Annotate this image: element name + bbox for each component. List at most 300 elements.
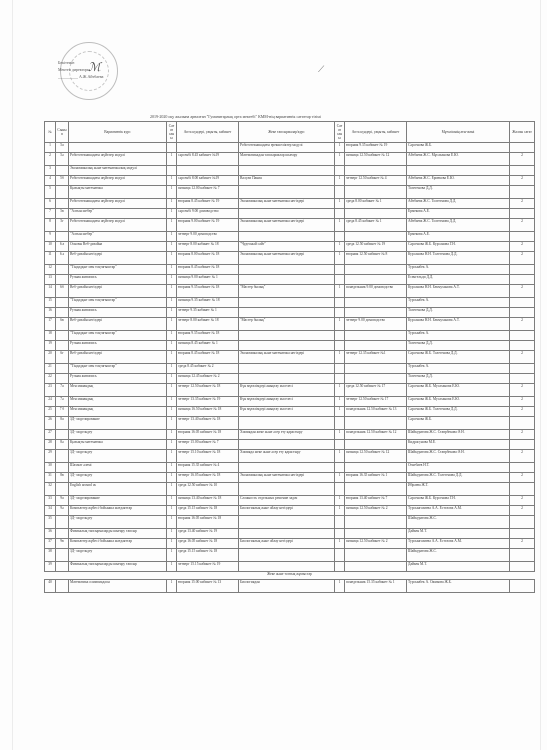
total-cell	[510, 275, 535, 285]
table-row	[45, 285, 535, 298]
class-cell: 6г	[56, 351, 69, 364]
hours-cell: 1	[167, 364, 177, 374]
hours-cell: 1	[167, 351, 177, 364]
hours2-cell	[335, 209, 345, 219]
hours2-cell: 1	[335, 199, 345, 209]
hours-cell: 1	[167, 265, 177, 275]
time2-cell	[345, 417, 407, 430]
teacher-cell: Шайкуратова Ж.С.	[407, 516, 510, 529]
class-cell	[56, 529, 69, 539]
teacher-cell: Турсынбек А. Ожикова Ж.Б.	[407, 580, 510, 593]
col-header: Жеке тапсырмалар/курс	[239, 122, 335, 143]
teacher-cell: Дайкен М.Т.	[407, 562, 510, 572]
col-header: Сынып	[56, 122, 69, 143]
class-cell	[56, 298, 69, 308]
teacher-cell: Ибраева Ж.Т.	[407, 483, 510, 496]
hours2-cell: 1	[335, 318, 345, 331]
hours-cell: 1	[167, 153, 177, 166]
table-row	[45, 364, 535, 374]
class-cell	[56, 166, 69, 176]
schedule-table	[44, 121, 535, 593]
table-row	[45, 166, 535, 176]
teacher-cell: Ермекова А.Е.	[407, 209, 510, 219]
total-cell: 2	[510, 242, 535, 252]
individual-course-cell	[239, 440, 335, 450]
time-cell: четверг 12.50 кабинет № 18	[177, 384, 239, 397]
hours-cell: 1	[167, 275, 177, 285]
individual-course-cell: Валули Пания	[239, 176, 335, 186]
time2-cell	[345, 529, 407, 539]
individual-course-cell: Химияда жеке жəне әсер ету қарастыру	[239, 450, 335, 463]
class-cell: 5ә	[56, 153, 69, 166]
teacher-cell: Турсынбек А.	[407, 298, 510, 308]
hours-cell: 1	[167, 473, 177, 483]
teacher-cell: Шайкуратова Ж.С. Ставрбекова Ә.Н.	[407, 430, 510, 440]
time-cell	[177, 143, 239, 153]
hours2-cell: 1	[335, 351, 345, 364]
course-cell: Веб-дизайн негіздері	[69, 285, 167, 298]
time2-cell	[345, 298, 407, 308]
table-row	[45, 417, 535, 430]
row-number: 25	[45, 407, 56, 417]
course-cell: 3Д- модельдеу	[69, 450, 167, 463]
time-cell: вторник 9.00 кабинет № 19	[177, 219, 239, 232]
hours-cell: 1	[167, 580, 177, 593]
time2-cell	[345, 186, 407, 199]
table-row	[45, 275, 535, 285]
table-row	[45, 252, 535, 265]
col-header: №	[45, 122, 56, 143]
hours2-cell	[335, 275, 345, 285]
hours2-cell	[335, 166, 345, 176]
hours2-cell	[335, 463, 345, 473]
time-cell	[177, 166, 239, 176]
course-cell: Веб-дизайн негіздері	[69, 351, 167, 364]
class-cell	[56, 562, 69, 572]
teacher-cell: Шайкуратова Ж.С. Толегенова Д.Д.	[407, 473, 510, 483]
row-number: 19	[45, 341, 56, 351]
individual-course-cell	[239, 463, 335, 473]
time-cell: среда 16.05 кабинет № 18	[177, 539, 239, 549]
table-row	[45, 463, 535, 473]
time2-cell: вторник 12.50 кабинет № 8	[345, 252, 407, 265]
time2-cell	[345, 562, 407, 572]
row-number: 35	[45, 516, 56, 529]
time-cell: сəрсенбі 9.00 домоводство	[177, 209, 239, 219]
time2-cell	[345, 463, 407, 473]
time-cell: вторник 15.00 кабинет № 13	[177, 580, 239, 593]
total-cell	[510, 143, 535, 153]
total-cell: 2	[510, 285, 535, 298]
total-cell	[510, 374, 535, 384]
class-cell: 7ә	[56, 397, 69, 407]
time-cell: четверг 15.00 кабинет № 7	[177, 440, 239, 450]
class-cell	[56, 516, 69, 529]
time2-cell	[345, 374, 407, 384]
row-number: 23	[45, 384, 56, 397]
time-cell: пятница 9.35 кабинет № 18	[177, 298, 239, 308]
approve-line-1: Бекітемін	[58, 60, 75, 65]
hours2-cell	[335, 341, 345, 351]
time2-cell: понедельник 15.35 кабинет № 1	[345, 580, 407, 593]
individual-course-cell	[239, 308, 335, 318]
teacher-cell: Айтбаева Ж.С. Ермекова Е.Ю.	[407, 176, 510, 186]
total-cell: 2	[510, 384, 535, 397]
total-cell	[510, 440, 535, 450]
row-number: 24	[45, 397, 56, 407]
hours-cell: 1	[167, 374, 177, 384]
row-number: 1	[45, 143, 56, 153]
hours-cell: 1	[167, 450, 177, 463]
row-number: 3	[45, 166, 56, 176]
hours-cell: 1	[167, 242, 177, 252]
hours-cell	[167, 166, 177, 176]
table-row	[45, 384, 535, 397]
time2-cell	[345, 209, 407, 219]
individual-course-cell	[239, 275, 335, 285]
class-cell: 9в	[56, 539, 69, 549]
hours2-cell: 1	[335, 384, 345, 397]
course-cell: Экономикалық және математикалық модулі	[69, 166, 167, 176]
hours-cell: 1	[167, 199, 177, 209]
teacher-cell: Сəрсенова Ж.Б.	[407, 417, 510, 430]
time-cell: четверг 13.40 кабинет № 18	[177, 417, 239, 430]
total-cell: 2	[510, 407, 535, 417]
total-cell: 2	[510, 430, 535, 440]
row-number: 8	[45, 219, 56, 232]
hours-cell: 1	[167, 186, 177, 199]
row-number: 4	[45, 176, 56, 186]
time2-cell: пятница 12.50 кабинет № 2	[345, 539, 407, 549]
time2-cell	[345, 364, 407, 374]
hours2-cell: 1	[335, 473, 345, 483]
total-cell	[510, 298, 535, 308]
hours2-cell: 1	[335, 496, 345, 506]
hours-cell: 1	[167, 539, 177, 549]
table-row	[45, 308, 535, 318]
total-cell: 2	[510, 199, 535, 209]
hours2-cell: 1	[335, 580, 345, 593]
table-row	[45, 516, 535, 529]
teacher-cell: Кидрасунова М.Е.	[407, 440, 510, 450]
hours2-cell	[335, 186, 345, 199]
table-row	[45, 298, 535, 308]
time2-cell: вторник 13.40 кабинет № 7	[345, 496, 407, 506]
section-row	[45, 572, 535, 580]
time-cell: вторник 16.05 кабинет № 18	[177, 430, 239, 440]
hours2-cell	[335, 374, 345, 384]
class-cell	[56, 580, 69, 593]
teacher-cell: Курсанова Н.Н. Бекмуханова А.Т.	[407, 318, 510, 331]
individual-course-cell: Экономикалық және математика негіздері	[239, 351, 335, 364]
row-number: 37	[45, 539, 56, 549]
individual-course-cell: Химиядан жеке жəне әсер ету қарастыру	[239, 430, 335, 440]
total-cell: 2	[510, 176, 535, 186]
time-cell: пятница 12.00 кабинет № 7	[177, 186, 239, 199]
course-cell: 3Д- моделирование	[69, 417, 167, 430]
hours-cell: 1	[167, 298, 177, 308]
individual-course-cell	[239, 516, 335, 529]
time2-cell	[345, 483, 407, 496]
table-row	[45, 562, 535, 572]
hours2-cell	[335, 417, 345, 430]
row-number: 18	[45, 331, 56, 341]
table-row	[45, 143, 535, 153]
individual-course-cell: Сложность отдельных решение задач	[239, 496, 335, 506]
individual-course-cell	[239, 364, 335, 374]
course-cell: Ручная живопись	[69, 275, 167, 285]
hours2-cell: 1	[335, 539, 345, 549]
time-cell: пятница 13.40 кабинет № 18	[177, 496, 239, 506]
time2-cell: среда 8.45 кабинет № 1	[345, 219, 407, 232]
class-cell: 5б	[56, 176, 69, 186]
total-cell: 2	[510, 351, 535, 364]
teacher-cell: Сəрсенова Ж.Б. Толегенова Д.Д.	[407, 407, 510, 417]
document-title: 2019-2020 оқу жылына арналған "Гуманитарлық орта мектебі" КММ-нің вариативтік сағаттар тізімі	[150, 114, 321, 119]
teacher-cell: Сəрсенова Ж.Б. Курсанова Г.Н.	[407, 242, 510, 252]
course-cell: Компьютер жүйесі бойынша жағдаяттар	[69, 506, 167, 516]
col-header: Апта күндері, уақыты, кабинет	[345, 122, 407, 143]
time-cell: среда 12.50 кабинет № 10	[177, 483, 239, 496]
class-cell	[56, 430, 69, 440]
total-cell	[510, 417, 535, 430]
time2-cell: четверг 9.00 домоводство	[345, 318, 407, 331]
class-cell: 8ә	[56, 440, 69, 450]
total-cell: 2	[510, 219, 535, 232]
individual-course-cell: Биологиялық және ойлау негіздері	[239, 539, 335, 549]
teacher-cell: Толегенова Д.Д.	[407, 186, 510, 199]
hours-cell: 1	[167, 308, 177, 318]
time2-cell	[345, 341, 407, 351]
class-cell	[56, 450, 69, 463]
time2-cell: вторник 16.35 кабинет № 1	[345, 473, 407, 483]
course-cell: Робототехникадағы жүйелер модулі	[69, 176, 167, 186]
total-cell	[510, 516, 535, 529]
hours-cell: 1	[167, 549, 177, 562]
table-row	[45, 232, 535, 242]
course-cell: "Тіндадқыт мен тоқтағыштар"	[69, 265, 167, 275]
row-number: 20	[45, 351, 56, 364]
hours-cell: 1	[167, 176, 177, 186]
course-cell: Робототехникадағы жүйелер модулі	[69, 153, 167, 166]
scan-edge-line	[12, 0, 13, 750]
time2-cell: четверг 12.35 кабинет №1	[345, 351, 407, 364]
total-cell	[510, 331, 535, 341]
individual-course-cell: Экономикалық және математика негіздері	[239, 219, 335, 232]
total-cell	[510, 562, 535, 572]
teacher-cell: Дайкен М.Т.	[407, 529, 510, 539]
teacher-cell: Курсанова Н.Н. Бекмуханова А.Т.	[407, 285, 510, 298]
row-number: 31	[45, 473, 56, 483]
table-row	[45, 186, 535, 199]
hours2-cell	[335, 440, 345, 450]
total-cell: 2	[510, 397, 535, 407]
time-cell: четверг 16.05 кабинет № 18	[177, 473, 239, 483]
individual-course-cell: "Мастер былық"	[239, 318, 335, 331]
hours2-cell: 1	[335, 252, 345, 265]
table-row	[45, 549, 535, 562]
row-number: 13	[45, 275, 56, 285]
table-row	[45, 318, 535, 331]
course-cell: Ручная живопись	[69, 308, 167, 318]
col-header: Сағат саны	[335, 122, 345, 143]
total-cell	[510, 209, 535, 219]
individual-course-cell	[239, 298, 335, 308]
course-cell: Мен мамандық	[69, 407, 167, 417]
course-cell: Робототехникадағы жүйелер модулі	[69, 199, 167, 209]
teacher-cell	[407, 166, 510, 176]
hours2-cell	[335, 562, 345, 572]
hours2-cell: 1	[335, 407, 345, 417]
class-cell: 5в	[56, 209, 69, 219]
course-cell: "Тіндадқыт мен тоқтағыштар"	[69, 331, 167, 341]
individual-course-cell: Биологиядан	[239, 580, 335, 593]
class-cell	[56, 275, 69, 285]
table-row	[45, 473, 535, 483]
course-cell: Мен мамандық	[69, 397, 167, 407]
hours-cell: 1	[167, 407, 177, 417]
time-cell: вторник 8.00 кабинет № 18	[177, 252, 239, 265]
time-cell: четверг 15.10 кабинет № 18	[177, 450, 239, 463]
hours2-cell: 1	[335, 450, 345, 463]
teacher-cell: Курсанова Н.Н. Толегенова Д.Д.	[407, 252, 510, 265]
hours2-cell: 1	[335, 153, 345, 166]
total-cell: 2	[510, 153, 535, 166]
time2-cell: четверг 12.50 кабинет № 17	[345, 397, 407, 407]
hours2-cell	[335, 232, 345, 242]
class-cell: 6 а	[56, 242, 69, 252]
course-cell: Робототехникадағы жүйелер модулі	[69, 219, 167, 232]
table-row	[45, 176, 535, 186]
row-number: 22	[45, 374, 56, 384]
time-cell: четверг 13.35 кабинет № 19	[177, 397, 239, 407]
time2-cell	[345, 308, 407, 318]
time-cell: пятница 16.50 кабинет № 18	[177, 407, 239, 417]
time2-cell: вторник 9.35 кабинет № 19	[345, 143, 407, 153]
hours-cell: 1	[167, 285, 177, 298]
individual-course-cell	[239, 209, 335, 219]
time2-cell	[345, 166, 407, 176]
teacher-cell: Сəрсенова Ж.Б. Мусаханова Е.Ю.	[407, 384, 510, 397]
class-cell: 7а	[56, 384, 69, 397]
row-number: 10	[45, 242, 56, 252]
row-number: 7	[45, 209, 56, 219]
hours2-cell: 1	[335, 176, 345, 186]
table-row	[45, 199, 535, 209]
time-cell: сəрсенбі 8.00 кабинет №19	[177, 176, 239, 186]
class-cell: 9ә	[56, 506, 69, 516]
hours-cell: 1	[167, 252, 177, 265]
hours2-cell	[335, 308, 345, 318]
time-cell: вторник 9.35 кабинет № 18	[177, 331, 239, 341]
hours-cell: 1	[167, 417, 177, 430]
hours2-cell	[335, 549, 345, 562]
section-label: Жеке және топтық жұмыстар	[45, 572, 535, 580]
course-cell: "Тіндадқыт мен тоқтағыштар"	[69, 298, 167, 308]
row-number: 33	[45, 496, 56, 506]
time2-cell: пятница 12.50 кабинет № 12	[345, 450, 407, 463]
individual-course-cell	[239, 232, 335, 242]
time2-cell	[345, 275, 407, 285]
row-number: 12	[45, 265, 56, 275]
total-cell: 2	[510, 318, 535, 331]
class-cell	[56, 265, 69, 275]
individual-course-cell	[239, 341, 335, 351]
individual-course-cell: Биологиялық және ойлау негіздері	[239, 506, 335, 516]
table-row	[45, 539, 535, 549]
row-number: 29	[45, 450, 56, 463]
time-cell: среда 8.45 кабинет № 2	[177, 364, 239, 374]
class-cell: 7 б	[56, 407, 69, 417]
class-cell: 8в	[56, 473, 69, 483]
individual-course-cell	[239, 549, 335, 562]
table-row	[45, 407, 535, 417]
teacher-cell: Сəрсенова Ж.Б. Толегенова Д.Д.	[407, 351, 510, 364]
course-cell: "Алтын шебер"	[69, 209, 167, 219]
individual-course-cell: Күн мұғалімдері анықтау мәселесі	[239, 384, 335, 397]
course-cell: Основы Веб-дизайна	[69, 242, 167, 252]
approve-line-3: __________ А.Ж.Айтбаева	[58, 74, 104, 79]
table-row	[45, 496, 535, 506]
hours-cell: 1	[167, 529, 177, 539]
hours-cell: 1	[167, 440, 177, 450]
course-cell: 3Д- модельдеу	[69, 473, 167, 483]
time-cell: вторник 8.45 кабинет № 19	[177, 199, 239, 209]
row-number: 21	[45, 364, 56, 374]
table-row	[45, 153, 535, 166]
hours2-cell	[335, 265, 345, 275]
individual-course-cell	[239, 562, 335, 572]
time2-cell: среда 8.00 кабинет № 1	[345, 199, 407, 209]
table-row	[45, 450, 535, 463]
class-cell	[56, 374, 69, 384]
hours-cell: 1	[167, 397, 177, 407]
table-row	[45, 209, 535, 219]
class-cell	[56, 364, 69, 374]
total-cell	[510, 483, 535, 496]
individual-course-cell	[239, 265, 335, 275]
course-cell: Математика олимпиадасы	[69, 580, 167, 593]
individual-course-cell: Күн мұғалімдері анықтау мәселесі	[239, 407, 335, 417]
individual-course-cell	[239, 483, 335, 496]
class-cell	[56, 483, 69, 496]
course-cell: "Тіндадқыт мен тоқтағыштар"	[69, 364, 167, 374]
time2-cell: понедельник 9.00 домоводство	[345, 285, 407, 298]
hours2-cell: 1	[335, 285, 345, 298]
hours-cell: 1	[167, 496, 177, 506]
hours2-cell	[335, 483, 345, 496]
hours2-cell	[335, 298, 345, 308]
time-cell: вторник 9.35 кабинет № 18	[177, 285, 239, 298]
course-cell: Компьютер жүйесі бойынша жағдаяттар	[69, 539, 167, 549]
hours2-cell: 1	[335, 506, 345, 516]
total-cell: 2	[510, 506, 535, 516]
teacher-cell: Айтбаева Ж.С. Толегенова Д.Д.	[407, 199, 510, 209]
row-number: 11	[45, 252, 56, 265]
row-number: 38	[45, 549, 56, 562]
class-cell	[56, 331, 69, 341]
time-cell: вторник 8.45 кабинет № 18	[177, 351, 239, 364]
course-cell: 3Д- модельдеу	[69, 516, 167, 529]
teacher-cell: Турсынбек А.	[407, 364, 510, 374]
total-cell	[510, 580, 535, 593]
hours2-cell	[335, 364, 345, 374]
time-cell: вторник 8.45 кабинет № 18	[177, 265, 239, 275]
time-cell: четверг 8.00 кабинет № 18	[177, 318, 239, 331]
individual-course-cell: Робототехникадағы ерекшеліктер модулі	[239, 143, 335, 153]
teacher-cell: Ермекова А.Е.	[407, 232, 510, 242]
row-number: 39	[45, 562, 56, 572]
